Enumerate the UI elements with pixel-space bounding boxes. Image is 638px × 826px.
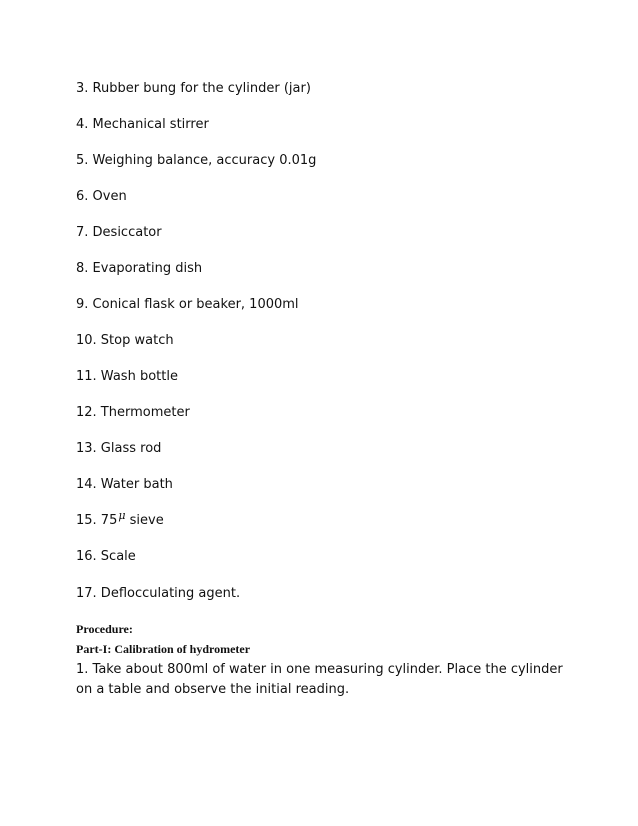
micron-symbol: μ xyxy=(118,509,126,522)
list-item-11: 11. Wash bottle xyxy=(76,369,178,384)
list-item-15-number: 15. 75 xyxy=(76,513,118,528)
part-heading: Part-I: Calibration of hydrometer xyxy=(76,642,251,656)
list-item-9: 9. Conical flask or beaker, 1000ml xyxy=(76,297,299,312)
list-item-8: 8. Evaporating dish xyxy=(76,261,203,276)
list-item-14: 14. Water bath xyxy=(76,477,173,492)
list-item-15-suffix: sieve xyxy=(125,513,164,528)
step-1-paragraph xyxy=(76,660,566,700)
list-item-15 xyxy=(76,509,164,529)
list-item-7: 7. Desiccator xyxy=(76,225,162,240)
list-item-13: 13. Glass rod xyxy=(76,441,162,456)
list-item-17: 17. Deflocculating agent. xyxy=(76,586,241,601)
step-1-line-1: 1. Take about 800ml of water in one measuring cylinder. Place the cylinder xyxy=(76,662,563,677)
step-1-line-2: on a table and observe the initial reading. xyxy=(76,682,350,697)
list-item-16: 16. Scale xyxy=(76,549,136,564)
list-item-12: 12. Thermometer xyxy=(76,405,190,420)
list-item-5: 5. Weighing balance, accuracy 0.01g xyxy=(76,153,317,168)
procedure-heading: Procedure: xyxy=(76,622,133,636)
list-item-4: 4. Mechanical stirrer xyxy=(76,117,209,132)
list-item-3: 3. Rubber bung for the cylinder (jar) xyxy=(76,81,311,96)
list-item-6: 6. Oven xyxy=(76,189,127,204)
list-item-10: 10. Stop watch xyxy=(76,333,174,348)
